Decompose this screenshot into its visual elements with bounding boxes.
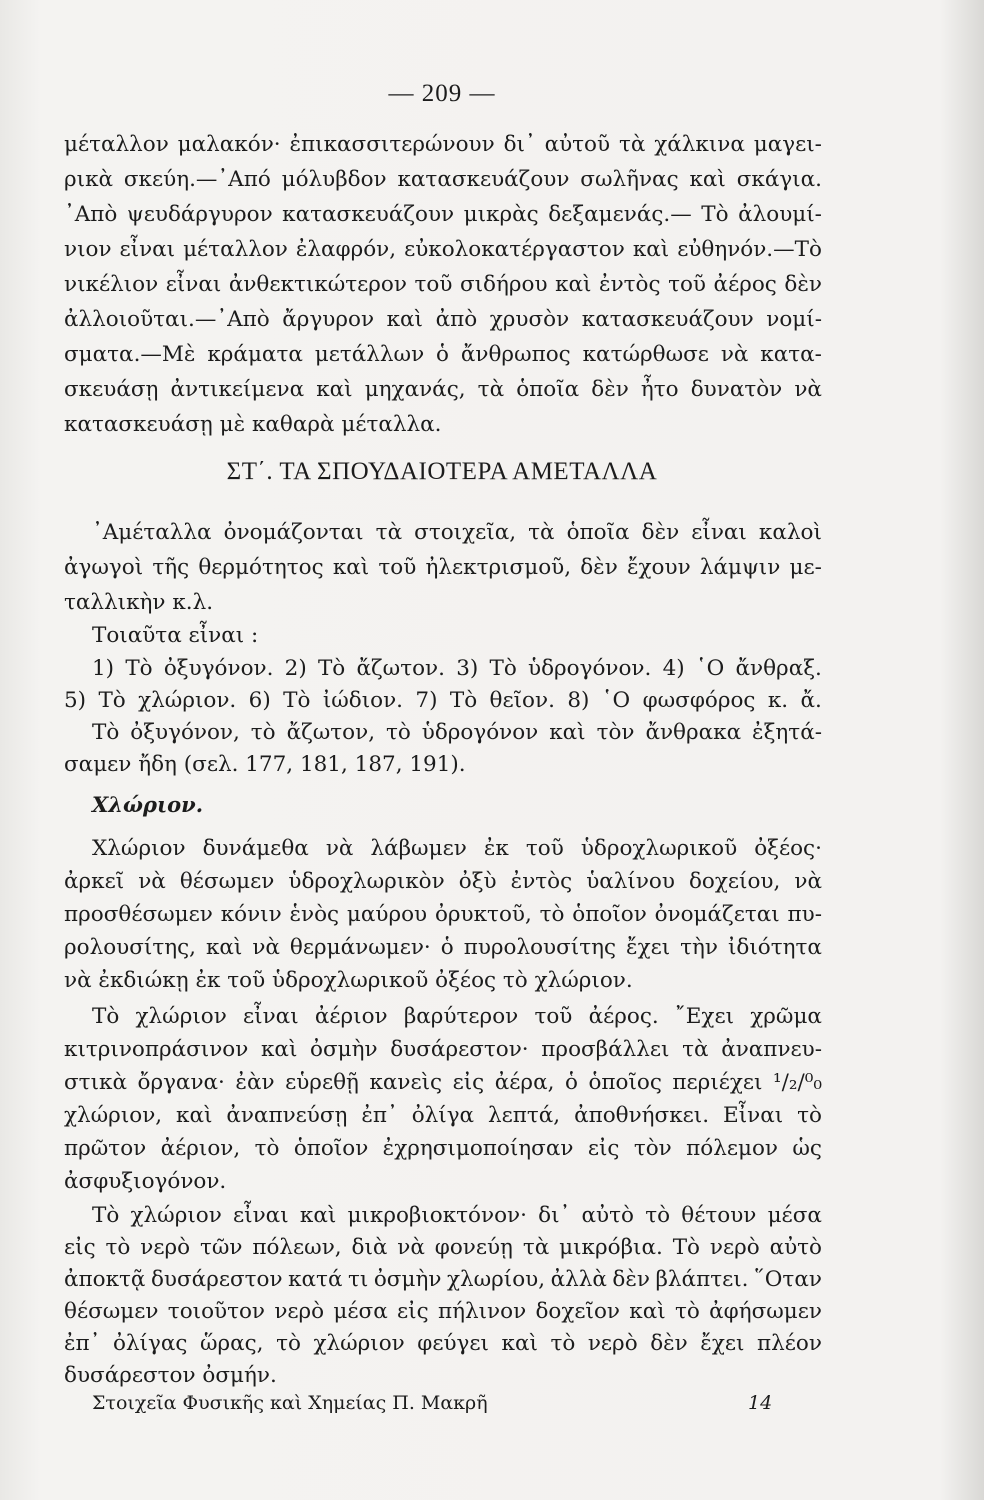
paragraph-3-line: σαμεν ἤδη (σελ. 177, 181, 187, 191). — [64, 752, 466, 777]
paragraph-5-line: στικὰ ὄργανα· ἐὰν εὑρεθῇ κανεὶς εἰς ἀέρα, ὁ ὁποῖος περιέχει ¹/₂/⁰₀ — [64, 1070, 822, 1095]
paragraph-4-line: Χλώριον δυνάμεθα νὰ λάβωμεν ἐκ τοῦ ὑδροχλωρικοῦ ὀξέος· — [92, 836, 822, 861]
paragraph-5-line: Τὸ χλώριον εἶναι ἀέριον βαρύτερον τοῦ ἀέρος. ῎Εχει χρῶμα — [92, 1004, 822, 1029]
paragraph-1-line: κατασκευάσῃ μὲ καθαρὰ μέταλλα. — [64, 412, 442, 437]
paragraph-5-line: χλώριον, καὶ ἀναπνεύσῃ ἐπ᾿ ὀλίγα λεπτά, ἀποθνήσκει. Εἶναι τὸ — [64, 1103, 822, 1128]
list-line: 1) Τὸ ὀξυγόνον. 2) Τὸ ἄζωτον. 3) Τὸ ὑδρογόνον. 4) ῾Ο ἄνθραξ. — [92, 656, 822, 681]
paragraph-4-line: ρολουσίτης, καὶ νὰ θερμάνωμεν· ὁ πυρολουσίτης ἔχει τὴν ἰδιότητα — [64, 935, 822, 960]
paragraph-6-line: Τὸ χλώριον εἶναι καὶ μικροβιοκτόνον· δι᾿ αὐτὸ τὸ θέτουν μέσα — [92, 1203, 822, 1228]
list-intro: Τοιαῦτα εἶναι : — [92, 623, 259, 648]
paragraph-5-line: ἀσφυξιογόνον. — [64, 1169, 227, 1194]
paragraph-5-line: πρῶτον ἀέριον, τὸ ὁποῖον ἐχρησιμοποίησαν εἰς τὸν πόλεμον ὡς — [64, 1136, 822, 1161]
paragraph-1-line: σκευάσῃ ἀντικείμενα καὶ μηχανάς, τὰ ὁποῖα δὲν ἦτο δυνατὸν νὰ — [64, 377, 822, 402]
paragraph-4-line: προσθέσωμεν κόνιν ἑνὸς μαύρου ὀρυκτοῦ, τὸ ὁποῖον ὀνομάζεται πυ- — [64, 902, 822, 927]
paragraph-1-line: ἀλλοιοῦται.—᾿Απὸ ἄργυρον καὶ ἀπὸ χρυσὸν κατασκευάζουν νομί- — [64, 307, 822, 332]
paragraph-6-line: θέσωμεν τοιοῦτον νερὸ μέσα εἰς πήλινον δοχεῖον καὶ τὸ ἀφήσωμεν — [64, 1299, 822, 1324]
paragraph-2-line: ᾿Αμέταλλα ὀνομάζονται τὰ στοιχεῖα, τὰ ὁποῖα δὲν εἶναι καλοὶ — [92, 520, 822, 545]
page-number: — 209 — — [388, 80, 496, 107]
paragraph-6-line: ἐπ᾿ ὀλίγας ὥρας, τὸ χλώριον φεύγει καὶ τὸ νερὸ δὲν ἔχει πλέον — [64, 1331, 822, 1356]
paragraph-2-line: ταλλικὴν κ.λ. — [64, 590, 214, 615]
subheading: Χλώριον. — [92, 792, 204, 817]
paragraph-5-line: κιτρινοπράσινον καὶ ὀσμὴν δυσάρεστον· προσβάλλει τὰ ἀναπνευ- — [64, 1037, 822, 1062]
paragraph-1-line: νιον εἶναι μέταλλον ἐλαφρόν, εὐκολοκατέργαστον καὶ εὐθηνόν.—Τὸ — [64, 237, 822, 262]
paragraph-1-line: νικέλιον εἶναι ἀνθεκτικώτερον τοῦ σιδήρου καὶ ἐντὸς τοῦ ἀέρος δὲν — [64, 272, 822, 297]
paragraph-6-line: ἀποκτᾷ δυσάρεστον κατά τι ὀσμὴν χλωρίου, ἀλλὰ δὲν βλάπτει. ῞Οταν — [64, 1267, 822, 1292]
paragraph-4-line: νὰ ἐκδιώκῃ ἐκ τοῦ ὑδροχλωρικοῦ ὀξέος τὸ χλώριον. — [64, 968, 633, 993]
paragraph-6-line: δυσάρεστον ὀσμήν. — [64, 1363, 277, 1388]
footer-book-title: Στοιχεῖα Φυσικῆς καὶ Χημείας Π. Μακρῆ — [92, 1392, 488, 1414]
footer-signature-number: 14 — [748, 1392, 773, 1414]
list-line: 5) Τὸ χλώριον. 6) Τὸ ἰώδιον. 7) Τὸ θεῖον. 8) ῾Ο φωσφόρος κ. ἄ. — [64, 688, 822, 713]
paragraph-1-line: ρικὰ σκεύη.—᾿Από μόλυβδον κατασκευάζουν σωλῆνας καὶ σκάγια. — [64, 167, 822, 192]
paragraph-1-line: μέταλλον μαλακόν· ἐπικασσιτερώνουν δι᾿ αὐτοῦ τὰ χάλκινα μαγει- — [64, 132, 822, 157]
paragraph-2-line: ἀγωγοὶ τῆς θερμότητος καὶ τοῦ ἠλεκτρισμοῦ, δὲν ἔχουν λάμψιν με- — [64, 555, 822, 580]
section-heading: ΣΤ΄. ΤΑ ΣΠΟΥΔΑΙΟΤΕΡΑ ΑΜΕΤΑΛΛΑ — [226, 458, 658, 485]
paragraph-1-line: ᾿Απὸ ψευδάργυρον κατασκευάζουν μικρὰς δεξαμενάς.— Τὸ ἀλουμί- — [64, 202, 822, 227]
paragraph-4-line: ἀρκεῖ νὰ θέσωμεν ὑδροχλωρικὸν ὀξὺ ἐντὸς ὑαλίνου δοχείου, νὰ — [64, 869, 822, 894]
paragraph-1-line: σματα.—Μὲ κράματα μετάλλων ὁ ἄνθρωπος κατώρθωσε νὰ κατα- — [64, 342, 822, 367]
paragraph-3-line: Τὸ ὀξυγόνον, τὸ ἄζωτον, τὸ ὑδρογόνον καὶ τὸν ἄνθρακα ἐξητά- — [92, 720, 822, 745]
paragraph-6-line: εἰς τὸ νερὸ τῶν πόλεων, διὰ νὰ φονεύῃ τὰ μικρόβια. Τὸ νερὸ αὐτὸ — [64, 1235, 822, 1260]
